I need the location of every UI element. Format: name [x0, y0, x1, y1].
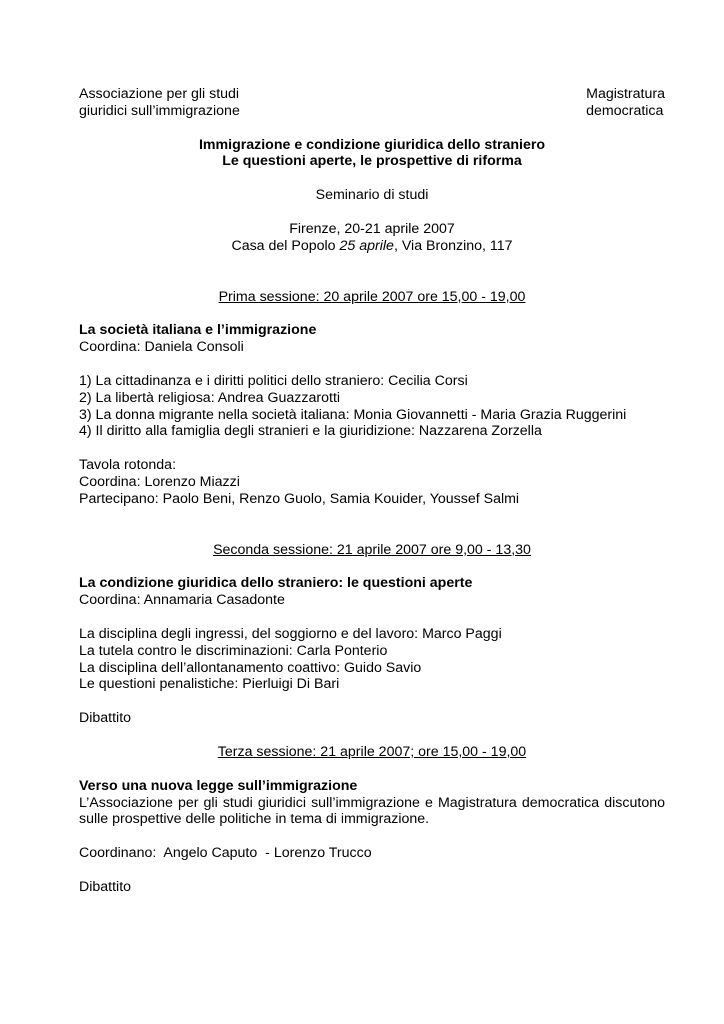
- session-3-title: Verso una nuova legge sull’immigrazione: [79, 777, 358, 794]
- venue-prefix: Casa del Popolo: [231, 237, 340, 254]
- session-2-coordinator: Coordina: Annamaria Casadonte: [79, 592, 285, 609]
- round-table-coordinator: Coordina: Lorenzo Miazzi: [79, 473, 240, 490]
- session-2-debate: Dibattito: [79, 710, 132, 727]
- talk-item: La tutela contro le discriminazioni: Carla Ponterio: [79, 642, 388, 659]
- round-table-label: Tavola rotonda:: [79, 457, 177, 474]
- session-3-heading: Terza sessione: 21 aprile 2007; ore 15,00 - 19,00: [217, 743, 527, 760]
- venue-italic: 25 aprile: [339, 237, 394, 254]
- venue-suffix: , Via Bronzino, 117: [393, 237, 513, 254]
- document-page: [79, 86, 665, 896]
- session-2-title: La condizione giuridica dello straniero: le questioni aperte: [79, 575, 473, 592]
- title-line-2: Le questioni aperte, le prospettive di riforma: [222, 153, 522, 170]
- talk-item: 3) La donna migrante nella società italiana: Monia Giovannetti - Maria Grazia Ruggerini: [79, 406, 627, 423]
- session-2-heading: Seconda sessione: 21 aprile 2007 ore 9,00 - 13,30: [213, 541, 531, 558]
- title-line-1: Immigrazione e condizione giuridica dello straniero: [198, 136, 546, 153]
- session-1-heading: Prima sessione: 20 aprile 2007 ore 15,00 - 19,00: [218, 288, 526, 305]
- talk-item: 1) La cittadinanza e i diritti politici dello straniero: Cecilia Corsi: [79, 372, 468, 389]
- association-name: [79, 86, 240, 120]
- talk-item: Le questioni penalistiche: Pierluigi Di Bari: [79, 676, 340, 693]
- session-3-debate: Dibattito: [79, 878, 132, 895]
- talk-item: 2) La libertà religiosa: Andrea Guazzarotti: [79, 389, 341, 406]
- magistratura-name: [586, 86, 665, 120]
- session-1-talks: [79, 373, 665, 440]
- letterhead: [79, 86, 665, 120]
- event-type: Seminario di studi: [315, 187, 429, 204]
- session-3-body: L’Associazione per gli studi giuridici sull’immigrazione e Magistratura democratica discutono sulle prospettive delle politiche in tema di immigrazione.: [79, 794, 665, 828]
- talk-item: 4) Il diritto alla famiglia degli stranieri e la giuridizione: Nazzarena Zorzella: [79, 423, 542, 440]
- talk-item: La disciplina degli ingressi, del soggiorno e del lavoro: Marco Paggi: [79, 625, 502, 642]
- session-3-coordinators: Coordinano: Angelo Caputo - Lorenzo Trucco: [79, 845, 372, 862]
- session-2-talks: [79, 626, 665, 693]
- magistratura-line-2: democratica: [586, 102, 664, 119]
- event-venue: [79, 238, 665, 255]
- event-date: Firenze, 20-21 aprile 2007: [289, 220, 455, 237]
- session-1-title: La società italiana e l’immigrazione: [79, 322, 317, 339]
- magistratura-line-1: Magistratura: [586, 86, 665, 102]
- association-line-1: Associazione per gli studi: [79, 86, 240, 102]
- document-title: [79, 137, 665, 171]
- session-1-coordinator: Coordina: Daniela Consoli: [79, 339, 244, 356]
- round-table: [79, 457, 665, 507]
- talk-item: La disciplina dell’allontanamento coattivo: Guido Savio: [79, 659, 422, 676]
- association-line-2: giuridici sull’immigrazione: [79, 102, 240, 119]
- round-table-participants: Partecipano: Paolo Beni, Renzo Guolo, Samia Kouider, Youssef Salmi: [79, 490, 520, 507]
